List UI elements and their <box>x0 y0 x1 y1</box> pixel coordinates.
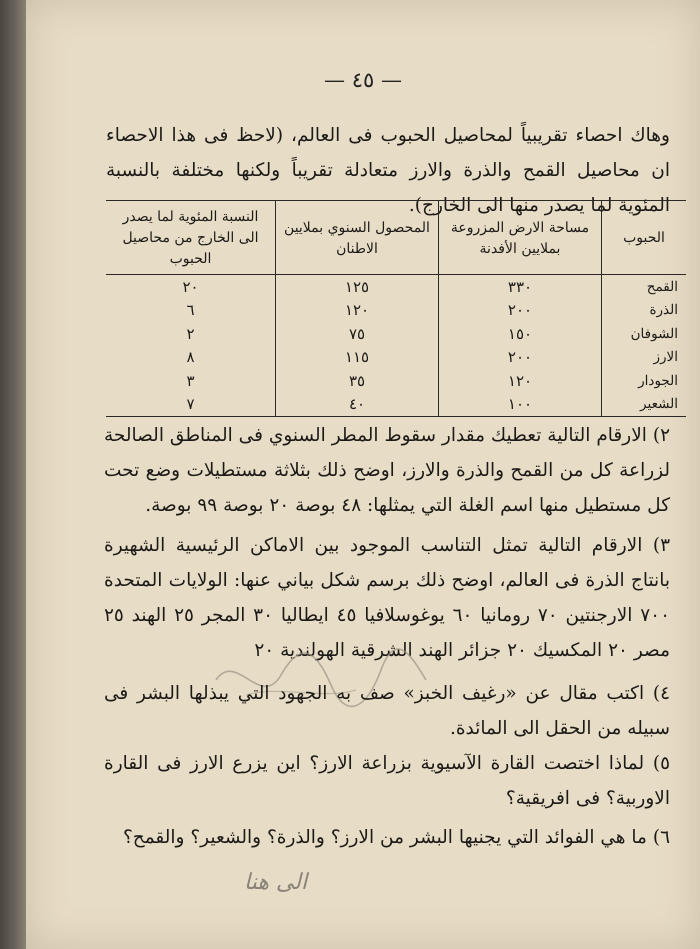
cell-production: ٧٥ <box>276 322 439 346</box>
cell-production: ٤٠ <box>276 393 439 417</box>
cell-production: ١٢٥ <box>276 275 439 299</box>
table-row <box>106 275 686 299</box>
question-2: ٢) الارقام التالية تعطيك مقدار سقوط المطر السنوي فى المناطق الصالحة لزراعة كل من القمح والذرة والارز، اوضح ذلك بثلاثة مستطيلات وضع تحت كل مستطيل منها اسم الغلة التي يمثلها: ٤٨ بوصة ٢٠ بوصة ٩٩ بوصة. <box>104 425 670 516</box>
cell-area: ٢٠٠ <box>439 299 602 323</box>
cell-export: ٦ <box>106 299 276 323</box>
cell-area: ١٠٠ <box>439 393 602 417</box>
table-row <box>106 346 686 370</box>
header-export: النسبة المئوية لما يصدر الى الخارج من محاصيل الحبوب <box>106 201 276 275</box>
cell-export: ٢ <box>106 322 276 346</box>
table-row <box>106 369 686 393</box>
cell-export: ٢٠ <box>106 275 276 299</box>
cell-grain: الشوفان <box>630 325 678 342</box>
question-5: ٥) لماذا اختصت القارة الآسيوية بزراعة الارز؟ اين يزرع الارز فى القارة الاوربية؟ فى افريقية؟ <box>104 753 670 809</box>
cell-export: ٧ <box>106 393 276 417</box>
table-row <box>106 299 686 323</box>
table-row <box>106 393 686 417</box>
book-binding-edge <box>0 0 26 949</box>
cell-production: ٣٥ <box>276 369 439 393</box>
cell-area: ١٢٠ <box>439 369 602 393</box>
cell-grain: القمح <box>646 278 678 295</box>
question-6: ٦) ما هي الفوائد التي يجنيها البشر من الارز؟ والذرة؟ والشعير؟ والقمح؟ <box>122 827 670 848</box>
cell-grain: الذرة <box>649 302 678 319</box>
page-number: — ٤٥ — <box>324 68 402 92</box>
header-area: مساحة الارض المزروعة بملايين الأفدنة <box>439 201 602 275</box>
table-header-row <box>106 201 686 275</box>
table-row <box>106 322 686 346</box>
cell-grain: الارز <box>653 349 678 366</box>
cell-area: ٢٠٠ <box>439 346 602 370</box>
cell-production: ١١٥ <box>276 346 439 370</box>
question-3: ٣) الارقام التالية تمثل التناسب الموجود بين الاماكن الرئيسية الشهيرة بانتاج الذرة فى العالم، اوضح ذلك برسم شكل بياني عنها: الولايات المتحدة ٧٠٠ الارجنتين ٧٠ رومانيا ٦٠ يوغوسلافيا ٤٥ ايطاليا ٣٠ المجر ٢٥ الهند ٢٥ مصر ٢٠ المكسيك ٢٠ جزائر الهند الشرقية الهولندية ٢٠ <box>104 535 671 661</box>
cell-production: ١٢٠ <box>276 299 439 323</box>
intro-paragraph: وهاك احصاء تقريبياً لمحاصيل الحبوب فى العالم، (لاحظ فى هذا الاحصاء ان محاصيل القمح والذرة والارز متعادلة تقريباً ولكنها مختلفة بالنسبة المئوية لما يصدر منها الى الخارج). <box>106 125 670 216</box>
cell-export: ٣ <box>106 369 276 393</box>
question-4: ٤) اكتب مقال عن «رغيف الخبز» صف به الجهود التي يبذلها البشر فى سبيله من الحقل الى المائدة. <box>104 683 670 739</box>
header-production: المحصول السنوي بملايين الاطنان <box>276 201 439 275</box>
handwritten-pencil-note: الى هنا <box>244 870 308 895</box>
cell-area: ٣٣٠ <box>439 275 602 299</box>
cell-grain: الجودار <box>638 372 678 389</box>
header-grain: الحبوب <box>602 201 687 275</box>
cell-area: ١٥٠ <box>439 322 602 346</box>
book-page <box>26 0 700 949</box>
cell-grain: الشعير <box>602 393 687 417</box>
grain-statistics-table <box>106 200 686 417</box>
cell-export: ٨ <box>106 346 276 370</box>
